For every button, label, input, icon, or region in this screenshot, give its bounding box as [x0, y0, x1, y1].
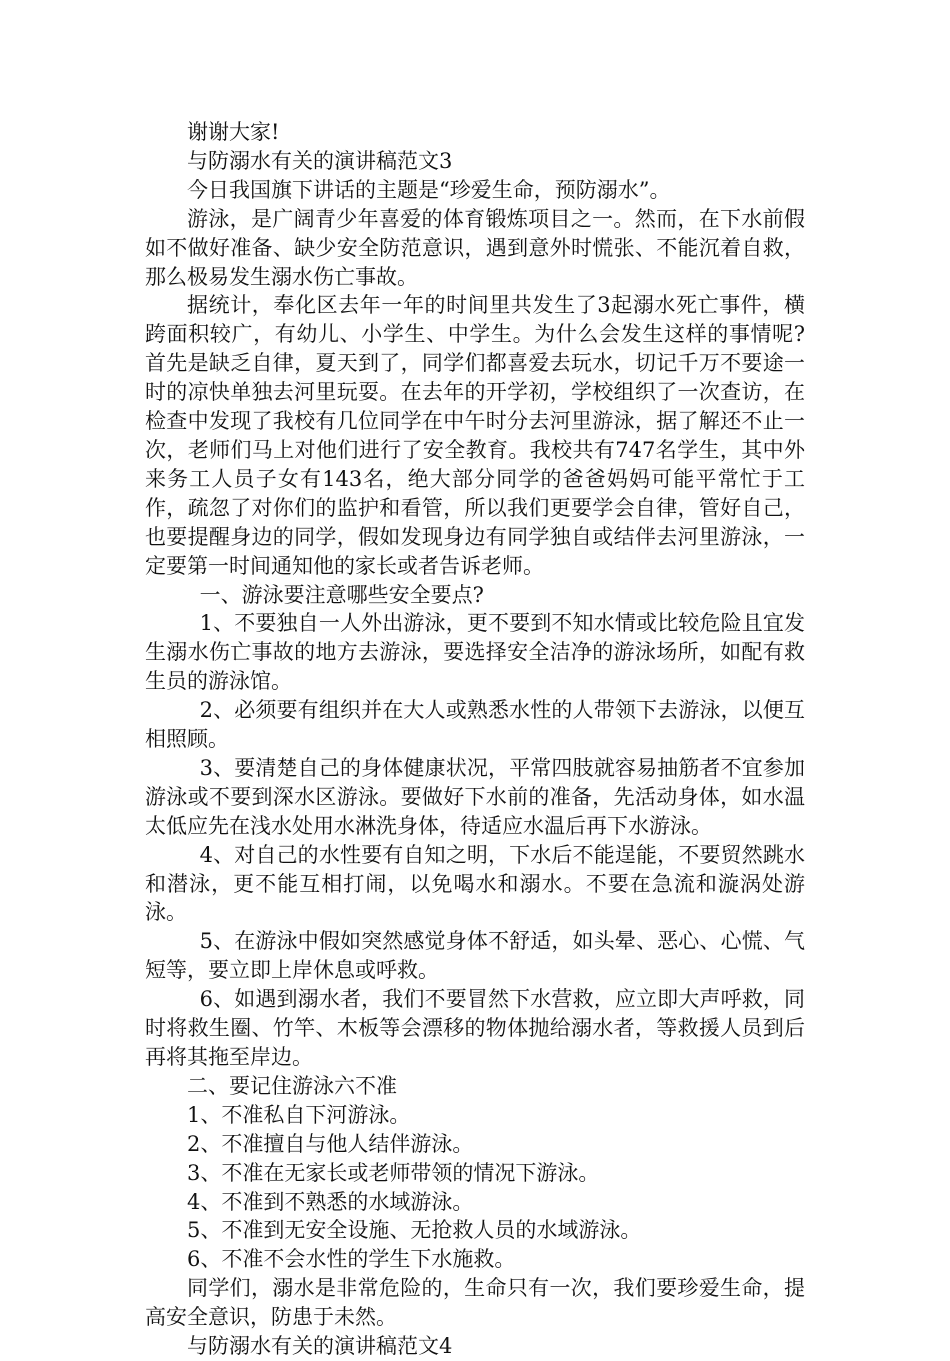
safety-point-4: 4、对自己的水性要有自知之明，下水后不能逞能，不要贸然跳水和潜泳，更不能互相打闹，以免喝水和溺水。不要在急流和漩涡处游泳。 — [145, 842, 805, 925]
safety-point-1: 1、不要独自一人外出游泳，更不要到不知水情或比较危险且宜发生溺水伤亡事故的地方去游泳，要选择安全洁净的游泳场所，如配有救生员的游泳馆。 — [145, 611, 805, 694]
document-body — [145, 118, 805, 1361]
safety-point-6: 6、如遇到溺水者，我们不要冒然下水营救，应立即大声呼救，同时将救生圈、竹竿、木板等会漂移的物体抛给溺水者，等救援人员到后再将其拖至岸边。 — [145, 987, 805, 1069]
six-rules-heading: 二、要记住游泳六不准 — [187, 1073, 397, 1098]
rule-1: 1、不准私自下河游泳。 — [187, 1102, 411, 1127]
rule-2: 2、不准擅自与他人结伴游泳。 — [187, 1131, 474, 1156]
section-heading-4: 与防溺水有关的演讲稿范文4 — [187, 1334, 453, 1359]
statistics-paragraph: 据统计，奉化区去年一年的时间里共发生了3起溺水死亡事件，横跨面积较广，有幼儿、小学生、中学生。为什么会发生这样的事情呢?首先是缺乏自律，夏天到了，同学们都喜爱去玩水，切记千万不要途一时的凉快单独去河里玩耍。在去年的开学初，学校组织了一次查访，在检查中发现了我校有几位同学在中午时分去河里游泳，据了解还不止一次，老师们马上对他们进行了安全教育。我校共有747名学生，其中外来务工人员子女有143名，绝大部分同学的爸爸妈妈可能平常忙于工作，疏忽了对你们的监护和看管，所以我们更要学会自律，管好自己，也要提醒身边的同学，假如发现身边有同学独自或结伴去河里游泳，一定要第一时间通知他的家长或者告诉老师。 — [145, 293, 805, 578]
intro-paragraph: 游泳，是广阔青少年喜爱的体育锻炼项目之一。然而，在下水前假如不做好准备、缺少安全防范意识，遇到意外时慌张、不能沉着自救，那么极易发生溺水伤亡事故。 — [145, 206, 805, 289]
safety-point-5: 5、在游泳中假如突然感觉身体不舒适，如头晕、恶心、心慌、气短等，要立即上岸休息或呼救。 — [145, 929, 805, 983]
conclusion-paragraph: 同学们，溺水是非常危险的，生命只有一次，我们要珍爱生命，提高安全意识，防患于未然。 — [145, 1276, 805, 1330]
rule-6: 6、不准不会水性的学生下水施救。 — [187, 1247, 516, 1272]
rule-3: 3、不准在无家长或老师带领的情况下游泳。 — [187, 1160, 600, 1185]
rule-5: 5、不准到无安全设施、无抢救人员的水域游泳。 — [187, 1218, 642, 1243]
safety-points-heading: 一、游泳要注意哪些安全要点? — [199, 582, 484, 607]
speech-topic: 今日我国旗下讲话的主题是“珍爱生命，预防溺水”。 — [187, 177, 671, 202]
safety-point-2: 2、必须要有组织并在大人或熟悉水性的人带领下去游泳，以便互相照顾。 — [145, 698, 805, 752]
safety-point-3: 3、要清楚自己的身体健康状况，平常四肢就容易抽筋者不宜参加游泳或不要到深水区游泳。要做好下水前的准备，先活动身体，如水温太低应先在浅水处用水淋洗身体，待适应水温后再下水游泳。 — [145, 755, 805, 838]
closing-thanks: 谢谢大家! — [187, 120, 280, 144]
rule-4: 4、不准到不熟悉的水域游泳。 — [187, 1189, 474, 1214]
section-heading-3: 与防溺水有关的演讲稿范文3 — [187, 148, 453, 173]
